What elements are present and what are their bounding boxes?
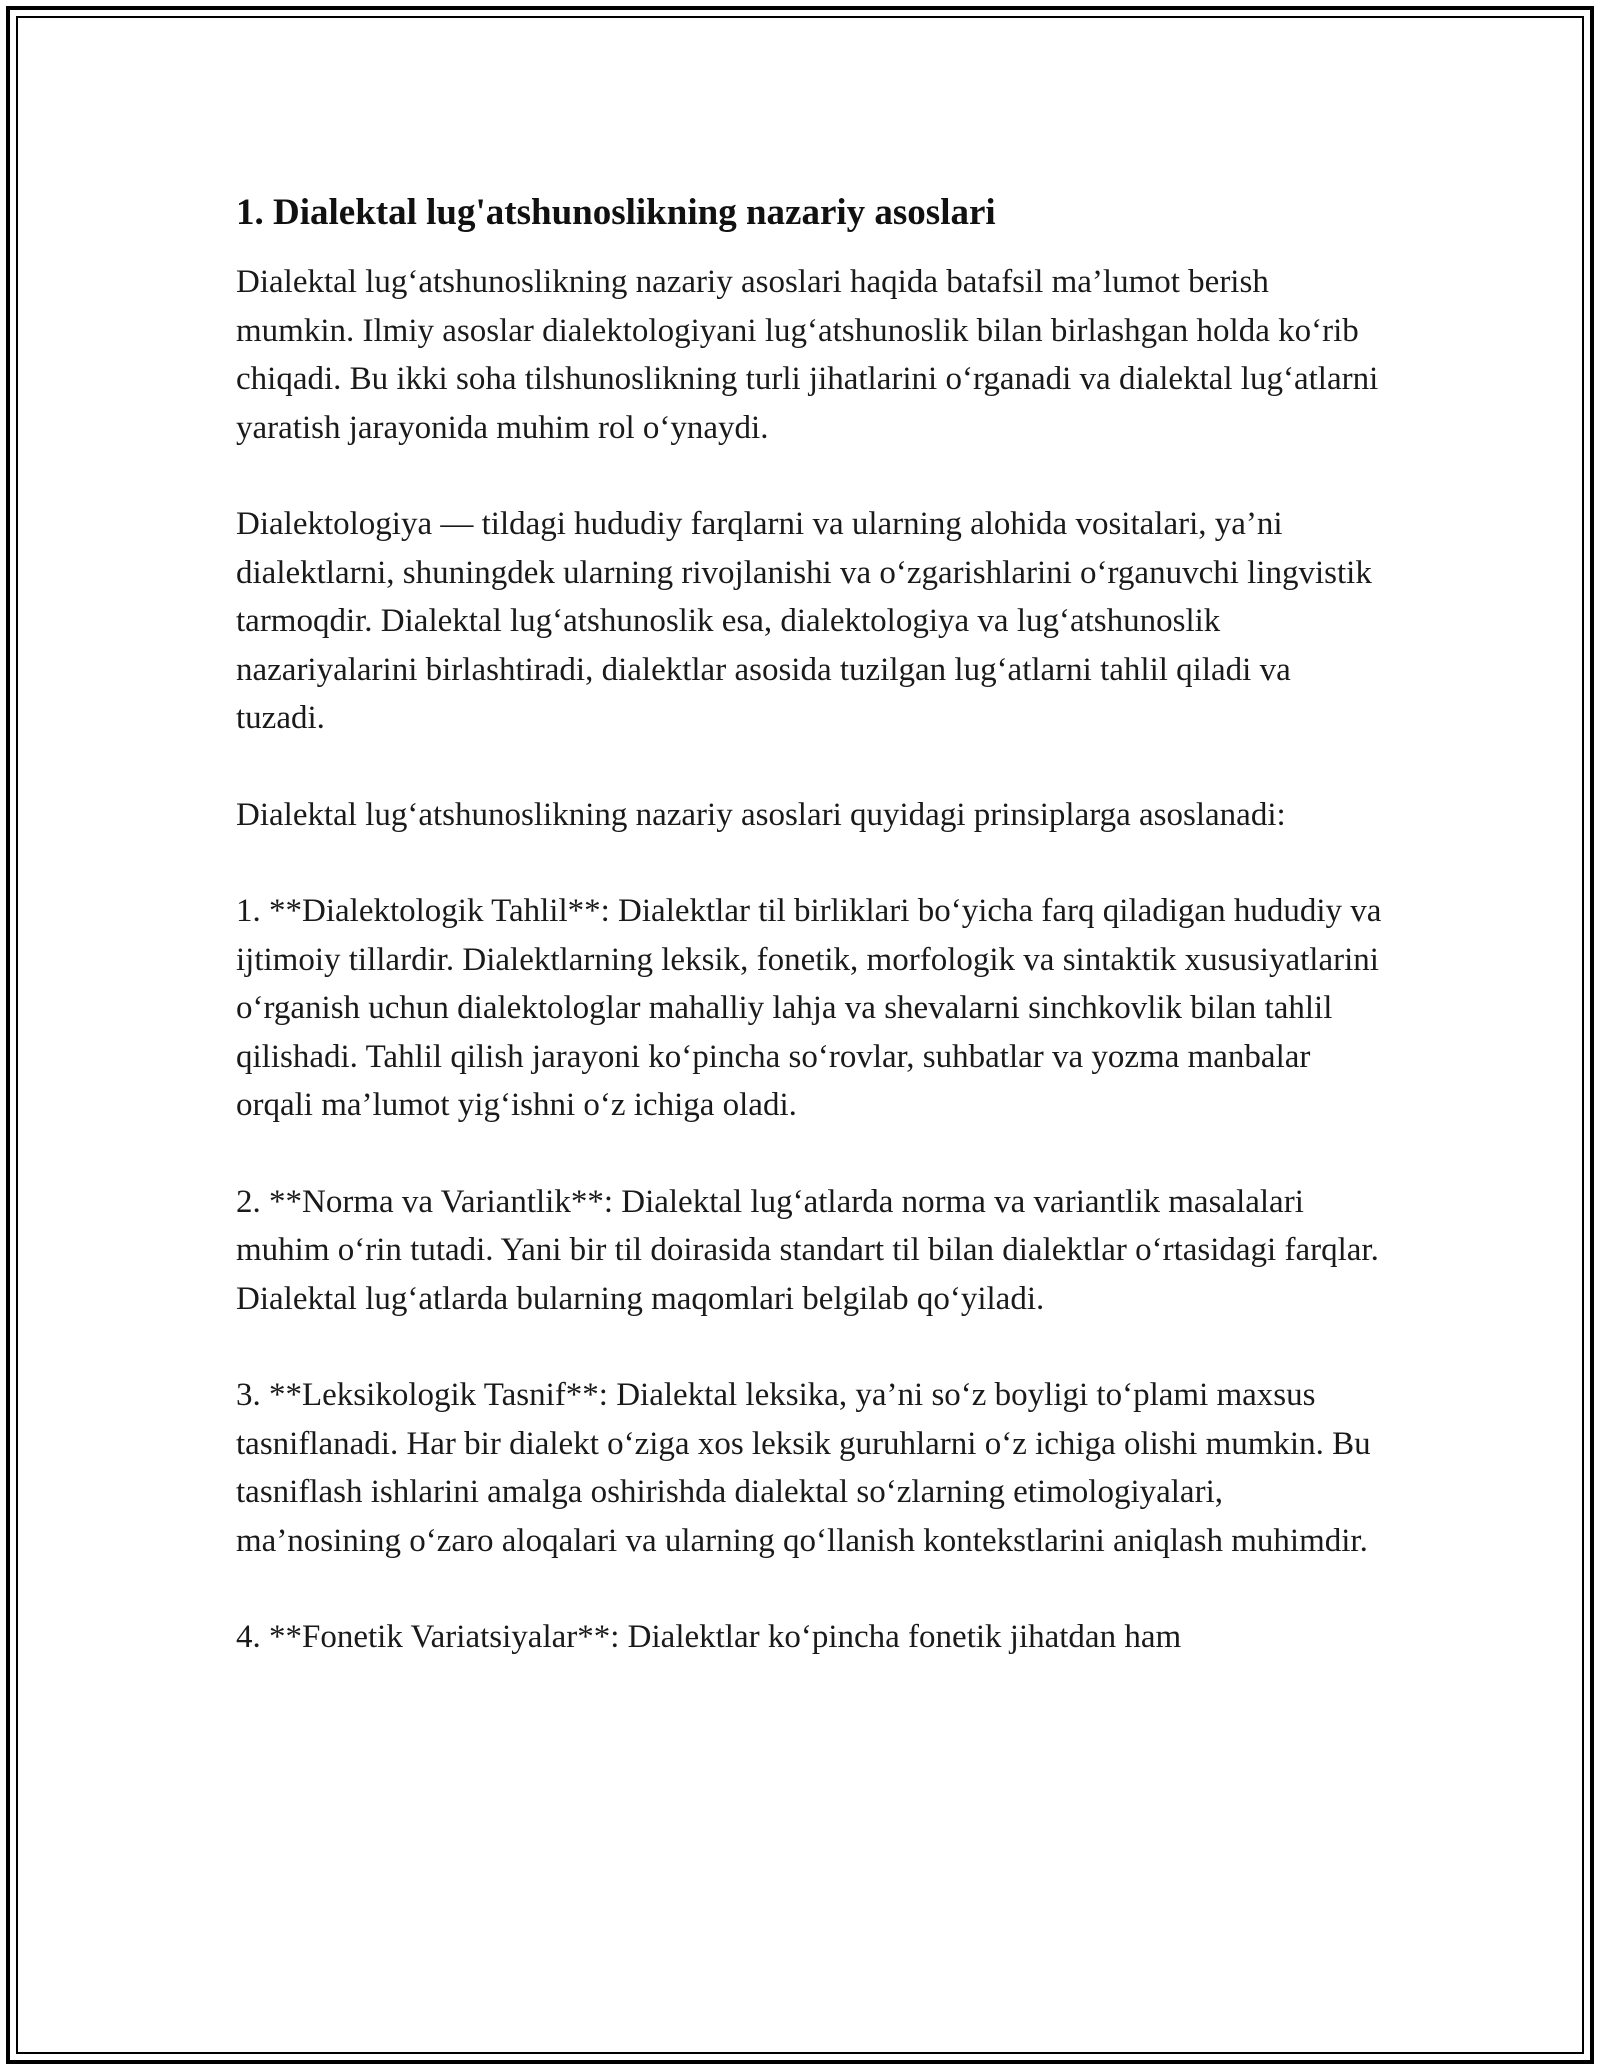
paragraph-principle-2: 2. **Norma va Variantlik**: Dialektal lug‘atlarda norma va variantlik masalalari muhim o‘rin tutadi. Yani bir til doirasida standart til bilan dialektlar o‘rtasidagi farqlar. Dialektal lug‘atlarda bularning maqomlari belgilab qo‘yiladi.: [236, 1183, 1379, 1317]
document-body: [236, 188, 1386, 1710]
paragraph-intro: Dialektal lug‘atshunoslikning nazariy asoslari haqida batafsil ma’lumot berish mumkin. Ilmiy asoslar dialektologiyani lug‘atshunoslik bilan birlashgan holda ko‘rib chiqadi. Bu ikki soha tilshunoslikning turli jihatlarini o‘rganadi va dialektal lug‘atlarni yaratish jarayonida muhim rol o‘ynaydi.: [236, 264, 1379, 446]
paragraph-principles-intro: Dialektal lug‘atshunoslikning nazariy asoslari quyidagi prinsiplarga asoslanadi:: [236, 796, 1286, 833]
section-heading: 1. Dialektal lug'atshunoslikning nazariy asoslari: [236, 192, 996, 233]
paragraph-principle-1: 1. **Dialektologik Tahlil**: Dialektlar til birliklari bo‘yicha farq qiladigan hududiy va ijtimoiy tillardir. Dialektlarning leksik, fonetik, morfologik va sintaktik xususiyatlarini o‘rganish uchun dialektologlar mahalliy lahja va shevalarni sinchkovlik bilan tahlil qilishadi. Tahlil qilish jarayoni ko‘pincha so‘rovlar, suhbatlar va yozma manbalar orqali ma’lumot yig‘ishni o‘z ichiga oladi.: [236, 893, 1382, 1123]
paragraph-dialectology: Dialektologiya — tildagi hududiy farqlarni va ularning alohida vositalari, ya’ni dialektlarni, shuningdek ularning rivojlanishi va o‘zgarishlarini o‘rganuvchi lingvistik tarmoqdir. Dialektal lug‘atshunoslik esa, dialektologiya va lug‘atshunoslik nazariyalarini birlashtiradi, dialektlar asosida tuzilgan lug‘atlarni tahlil qiladi va tuzadi.: [236, 506, 1372, 736]
paragraph-principle-3: 3. **Leksikologik Tasnif**: Dialektal leksika, ya’ni so‘z boyligi to‘plami maxsus tasniflanadi. Har bir dialekt o‘ziga xos leksik guruhlarni o‘z ichiga olishi mumkin. Bu tasniflash ishlarini amalga oshirishda dialektal so‘zlarning etimologiyalari, ma’nosining o‘zaro aloqalari va ularning qo‘llanish kontekstlarini aniqlash muhimdir.: [236, 1377, 1371, 1559]
paragraph-principle-4: 4. **Fonetik Variatsiyalar**: Dialektlar ko‘pincha fonetik jihatdan ham: [236, 1619, 1182, 1655]
